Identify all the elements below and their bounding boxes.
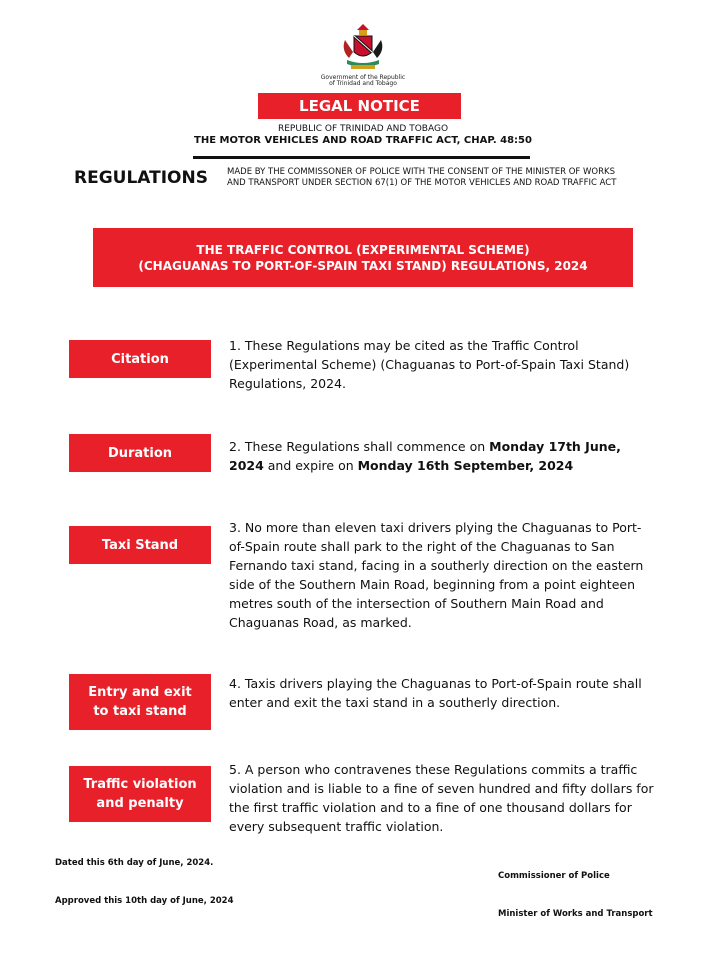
section-label-entry-exit <box>69 674 211 730</box>
legal-notice-banner: LEGAL NOTICE <box>258 93 461 119</box>
section-label-duration <box>69 434 211 472</box>
commissioner-signature-line: Commissioner of Police <box>498 871 610 881</box>
section-label-text: to taxi stand <box>93 704 187 719</box>
section-label-text: and penalty <box>96 796 184 811</box>
republic-line: REPUBLIC OF TRINIDAD AND TOBAGO <box>277 124 449 134</box>
duration-text-b: and expire on <box>263 458 358 473</box>
duration-text-a: 2. These Regulations shall commence on <box>229 439 490 454</box>
made-by-line1: MADE BY THE COMMISSONER OF POLICE WITH THE CONSENT OF THE MINISTER OF WORKS <box>227 167 615 177</box>
section-label-text: Duration <box>107 445 173 461</box>
section-label-taxi-stand <box>69 526 211 564</box>
government-label-line1: Government of the Republic <box>320 74 406 81</box>
minister-signature-line: Minister of Works and Transport <box>498 909 653 919</box>
regulations-heading: REGULATIONS <box>74 168 208 188</box>
section-label-text: Entry and exit <box>88 685 192 700</box>
coat-of-arms-icon <box>337 22 389 72</box>
dated-line: Dated this 6th day of June, 2024. <box>55 858 214 868</box>
section-label-penalty <box>69 766 211 822</box>
regulation-title-line2: (CHAGUANAS TO PORT-OF-SPAIN TAXI STAND) REGULATIONS, 2024 <box>138 258 588 273</box>
made-by-line2: AND TRANSPORT UNDER SECTION 67(1) OF THE MOTOR VEHICLES AND ROAD TRAFFIC ACT <box>227 178 617 188</box>
section-label-text: Citation <box>111 351 169 367</box>
section-text-entry-exit: 4. Taxis drivers playing the Chaguanas to Port-of-Spain route shall enter and exit the taxi stand in a southerly direction. <box>229 676 642 710</box>
government-label-line2: of Trinidad and Tobago <box>329 80 397 87</box>
regulation-title-banner <box>93 228 633 287</box>
section-text-penalty: 5. A person who contravenes these Regulations commits a traffic violation and is liable to a fine of seven hundred and fifty dollars for the first traffic violation and to a fine of one thousand dollars for every subsequent traffic violation. <box>229 762 654 834</box>
made-by-statement <box>227 167 667 189</box>
duration-start-date: Monday 17th June, 2024 <box>229 439 621 473</box>
regulation-title-line1: THE TRAFFIC CONTROL (EXPERIMENTAL SCHEME) <box>196 242 530 257</box>
section-label-text: Taxi Stand <box>101 537 179 553</box>
approved-line: Approved this 10th day of June, 2024 <box>55 896 234 906</box>
section-label-citation <box>69 340 211 378</box>
section-text-citation: 1. These Regulations may be cited as the Traffic Control (Experimental Scheme) (Chaguanas to Port-of-Spain Taxi Stand) Regulations, 2024. <box>229 338 630 391</box>
header-divider <box>193 156 530 159</box>
act-line: THE MOTOR VEHICLES AND ROAD TRAFFIC ACT, CHAP. 48:50 <box>194 135 532 146</box>
section-text-duration <box>229 437 654 475</box>
duration-end-date: Monday 16th September, 2024 <box>357 458 574 473</box>
section-label-text: Traffic violation <box>83 777 197 792</box>
section-text-taxi-stand: 3. No more than eleven taxi drivers plying the Chaguanas to Port-of-Spain route shall park to the right of the Chaguanas to San Fernando taxi stand, facing in a southerly direction on the eastern side of the Southern Main Road, beginning from a point eighteen metres south of the intersection of Southern Main Road and Chaguanas Road, as marked. <box>229 520 644 630</box>
